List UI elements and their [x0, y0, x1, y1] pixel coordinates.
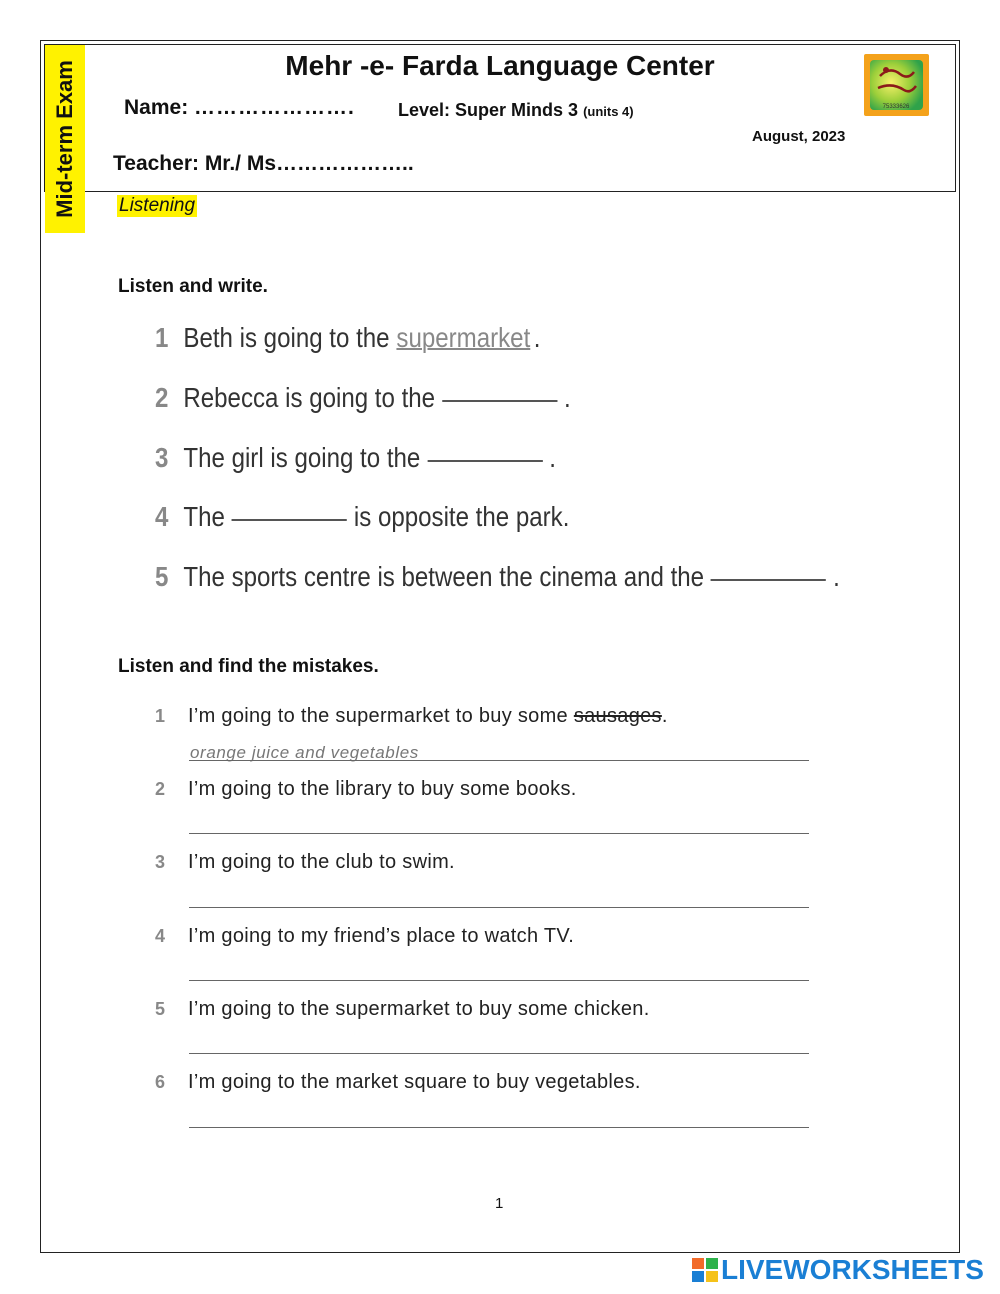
task2-item: 2 I’m going to the library to buy some books.: [155, 778, 577, 800]
liveworksheets-icon: [692, 1258, 718, 1282]
name-field[interactable]: [124, 96, 355, 120]
answer-line[interactable]: [189, 1127, 809, 1128]
item-number: 5: [155, 561, 169, 592]
item-number: 5: [155, 999, 166, 1019]
task1-item: 5 The sports centre is between the cinema and the .: [155, 561, 840, 592]
answer-line[interactable]: [189, 980, 809, 981]
answer-blank[interactable]: [232, 517, 347, 521]
page-title: Mehr -e- Farda Language Center: [285, 50, 715, 81]
level-info: [398, 100, 634, 121]
struck-word: sausages: [573, 705, 662, 727]
task1-item: 1 Beth is going to the supermarket .: [155, 322, 541, 353]
item-number: 2: [155, 382, 169, 413]
liveworksheets-brand: LIVEWORKSHEETS: [721, 1254, 984, 1285]
side-tag-label: Mid-term Exam: [52, 60, 77, 218]
task2-item: 5 I’m going to the supermarket to buy some chicken.: [155, 998, 650, 1020]
answer-line[interactable]: [189, 1053, 809, 1054]
logo-number: 75333626: [882, 104, 910, 110]
task2-item: 1 I’m going to the supermarket to buy some sausages.: [155, 705, 668, 727]
item-number: 2: [155, 779, 166, 799]
answer-line[interactable]: [189, 833, 809, 834]
task1-item: 2 Rebecca is going to the .: [155, 382, 571, 413]
liveworksheets-logo[interactable]: [692, 1253, 984, 1287]
task2-item: 4 I’m going to my friend’s place to watch TV.: [155, 925, 575, 947]
task2-item: 3 I’m going to the club to swim.: [155, 851, 455, 873]
item-number: 3: [155, 852, 166, 872]
answer-blank[interactable]: [711, 577, 826, 581]
level-label: Level: Super Minds 3: [398, 100, 579, 120]
section-label: Listening: [119, 195, 196, 216]
name-label: Name:: [124, 96, 189, 119]
item-number: 4: [155, 926, 166, 946]
task2-title: Listen and find the mistakes.: [118, 656, 379, 677]
item-number: 1: [155, 706, 166, 726]
item-number: 1: [155, 322, 169, 353]
task1-item: 3 The girl is going to the .: [155, 442, 557, 473]
page-number: 1: [495, 1195, 504, 1212]
item-number: 4: [155, 501, 169, 532]
name-dots: ………………….: [194, 96, 355, 119]
teacher-field[interactable]: Teacher: Mr./ Ms………………..: [113, 152, 414, 175]
example-correction: orange juice and vegetables: [190, 743, 419, 762]
school-logo: [864, 54, 929, 116]
answer-blank[interactable]: [427, 458, 542, 462]
task1-title: Listen and write.: [118, 276, 268, 297]
item-number: 3: [155, 442, 169, 473]
item-number: 6: [155, 1072, 166, 1092]
answer-line[interactable]: [189, 907, 809, 908]
example-answer: supermarket: [396, 322, 531, 353]
exam-date: August, 2023: [752, 128, 846, 145]
side-tag: [45, 45, 85, 233]
task1-item: 4 The is opposite the park.: [155, 501, 570, 532]
answer-line[interactable]: [189, 760, 809, 761]
level-units: (units 4): [583, 104, 634, 119]
task2-item: 6 I’m going to the market square to buy vegetables.: [155, 1071, 641, 1093]
answer-blank[interactable]: [442, 398, 557, 402]
